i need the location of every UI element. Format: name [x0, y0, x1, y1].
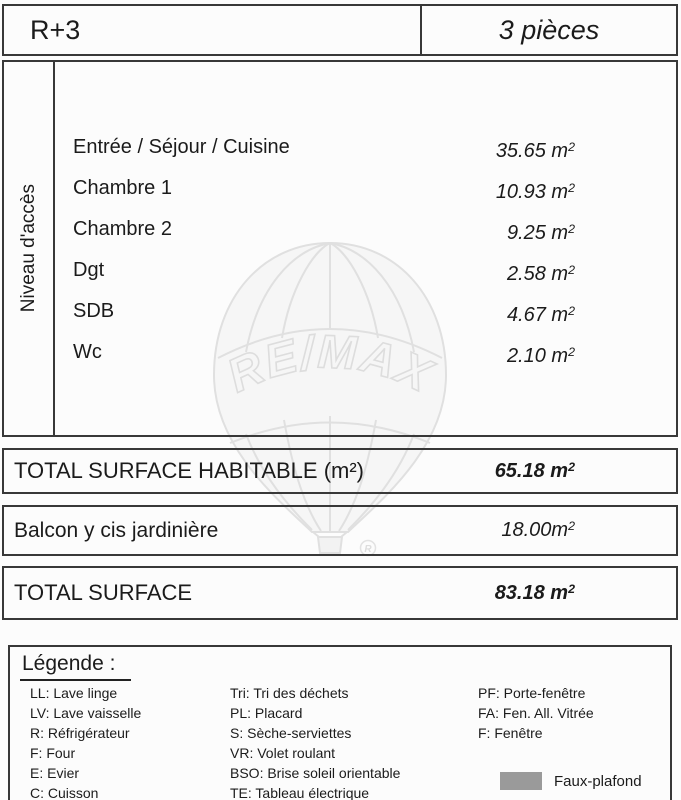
legend-item: TE: Tableau électrique — [230, 785, 370, 800]
room-name: Wc — [73, 341, 102, 363]
floor-label: R+3 — [30, 14, 81, 45]
room-area-value: 4.67 $m^2$ — [506, 304, 575, 326]
total-habitable-row — [2, 448, 678, 494]
total-habitable-value: 65.18 $m^2$ — [494, 459, 575, 482]
unit-type-label: 3 pièces — [420, 6, 676, 54]
legend-item: Tri: Tri des déchets — [230, 685, 349, 701]
faux-plafond-swatch — [500, 772, 542, 790]
total-surface-label: TOTAL SURFACE — [14, 580, 193, 605]
room-area-value: 2.58 $m^2$ — [506, 263, 575, 285]
room-area-value: 35.65 $m^2$ — [495, 140, 575, 162]
legend-item: VR: Volet roulant — [230, 745, 336, 761]
balcony-value: $18.00m^2$ — [501, 519, 575, 541]
legend-column-fixtures — [230, 683, 400, 800]
room-name: Chambre 2 — [73, 218, 172, 240]
room-area-value: 9.25 $m^2$ — [506, 222, 575, 244]
legend-item: PL: Placard — [230, 705, 303, 721]
legend-item: R: Réfrigérateur — [30, 725, 130, 741]
legend-item: BSO: Brise soleil orientable — [230, 765, 401, 781]
room-row — [73, 257, 575, 283]
legend-item: F: Fenêtre — [478, 725, 543, 741]
room-name: SDB — [73, 300, 115, 322]
legend-title: Légende : — [20, 652, 131, 681]
legend-item: E: Evier — [30, 765, 80, 781]
room-name: Chambre 1 — [73, 177, 172, 199]
header-box — [2, 4, 678, 56]
room-row — [73, 216, 575, 242]
room-row — [73, 298, 575, 324]
room-area-value: 10.93 $m^2$ — [495, 181, 575, 203]
faux-plafond-legend — [500, 771, 642, 791]
room-row — [73, 339, 575, 365]
room-row — [73, 175, 575, 201]
balcony-row — [2, 505, 678, 556]
legend-item: LV: Lave vaisselle — [30, 705, 142, 721]
total-surface-row — [2, 566, 678, 620]
access-level-label: Niveau d'accès — [17, 184, 39, 313]
svg-text:R: R — [364, 544, 372, 555]
legend-box — [8, 645, 672, 800]
legend-item: PF: Porte-fenêtre — [478, 685, 586, 701]
legend-column-windows — [478, 683, 594, 743]
balcony-label: Balcon y cis jardinière — [14, 518, 219, 542]
room-name: Dgt — [73, 259, 105, 281]
access-level-column — [4, 62, 55, 435]
legend-item: C: Cuisson — [30, 785, 99, 800]
rooms-box — [2, 60, 678, 437]
legend-item: F: Four — [30, 745, 76, 761]
room-area-value: 2.10 $m^2$ — [506, 345, 575, 367]
legend-item: S: Sèche-serviettes — [230, 725, 352, 741]
legend-item: LL: Lave linge — [30, 685, 118, 701]
room-name: Entrée / Séjour / Cuisine — [73, 136, 290, 158]
legend-item: FA: Fen. All. Vitrée — [478, 705, 594, 721]
room-row — [73, 134, 575, 160]
faux-plafond-label: Faux-plafond — [554, 772, 642, 790]
legend-column-appliances — [30, 683, 141, 800]
remax-logo-text: RE/MAX — [218, 324, 442, 403]
total-habitable-label: TOTAL SURFACE HABITABLE (m²) — [14, 458, 365, 483]
total-surface-value: 83.18 $m^2$ — [494, 581, 575, 604]
